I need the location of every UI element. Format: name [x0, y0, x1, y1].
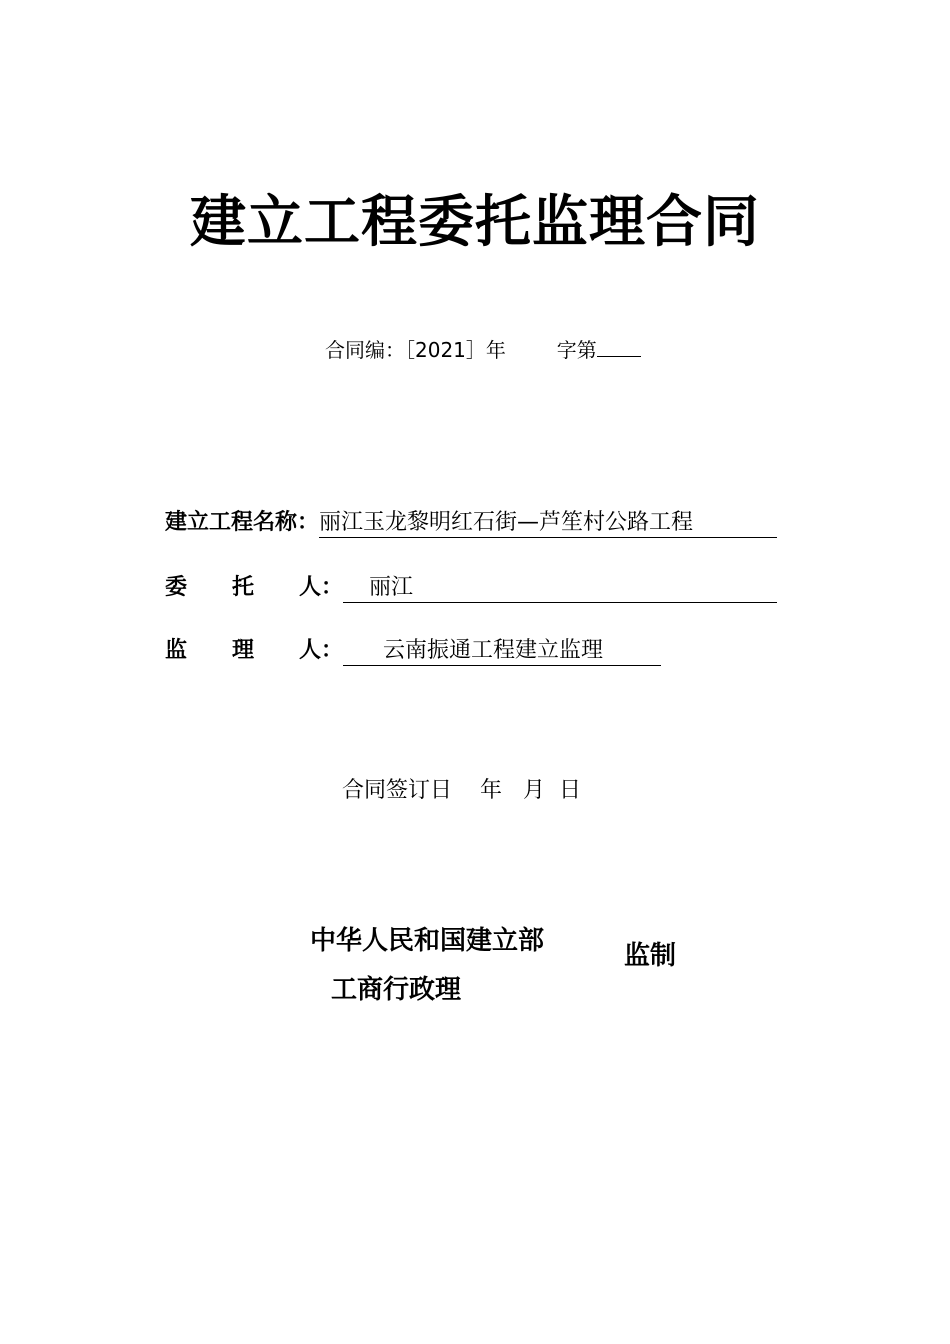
- project-name-row: [165, 508, 777, 538]
- contract-number-suffix: 字第: [556, 338, 597, 362]
- client-label-char: 委: [165, 575, 188, 600]
- supervisor-label: [165, 636, 343, 666]
- issuer-suffix: 监制: [624, 941, 677, 971]
- supervisor-row: [165, 636, 661, 666]
- contract-number: [325, 336, 641, 364]
- issuer-line-1: 中华人民和国建立部: [310, 926, 545, 956]
- project-name-label: 建立工程名称：: [165, 510, 320, 535]
- document-title: 建立工程委托监理合同: [190, 190, 760, 255]
- client-label-char: 托: [231, 575, 254, 600]
- supervisor-value: 云南振通工程建立监理: [343, 638, 661, 666]
- project-name-value: 丽江玉龙黎明红石街—芦笙村公路工程: [319, 510, 777, 538]
- client-label: [165, 573, 343, 603]
- supervisor-label-char: 监: [165, 638, 188, 663]
- client-value: 丽江: [343, 575, 777, 603]
- supervisor-label-char: 理: [231, 638, 254, 663]
- client-row: [165, 573, 777, 603]
- contract-number-prefix: 合同编：［2021］年: [325, 338, 506, 362]
- issuer-line-2: 工商行政理: [331, 975, 462, 1005]
- contract-number-blank: [597, 336, 641, 357]
- supervisor-label-char: 人：: [298, 638, 343, 663]
- client-label-char: 人：: [298, 575, 343, 600]
- sign-date: 合同签订日 年 月 日: [342, 778, 581, 803]
